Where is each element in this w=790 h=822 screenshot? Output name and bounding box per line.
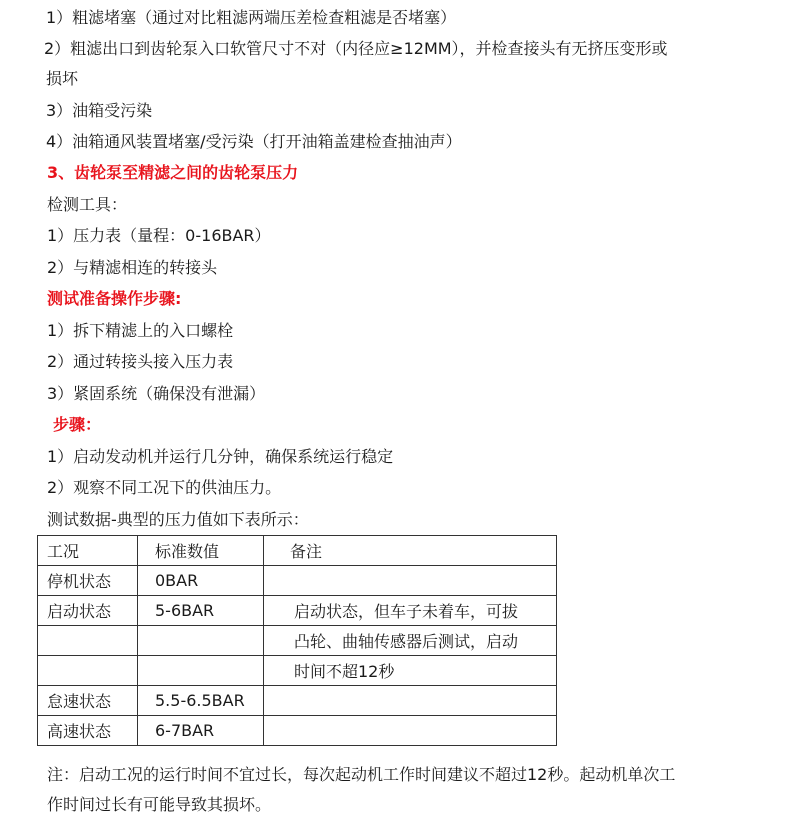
header-condition: 工况 xyxy=(38,536,138,566)
table-row xyxy=(38,656,557,686)
cause-item-2: 2）粗滤出口到齿轮泵入口软管尺寸不对（内径应≥12MM），并检查接头有无挤压变形或 xyxy=(44,39,668,58)
table-cell xyxy=(138,626,264,656)
table-row xyxy=(38,626,557,656)
table-cell: 时间不超12秒 xyxy=(264,656,557,686)
pressure-table xyxy=(37,535,557,746)
cause-item-4: 4）油箱通风装置堵塞/受污染（打开油箱盖建检查抽油声） xyxy=(46,132,462,151)
step-2: 2）观察不同工况下的供油压力。 xyxy=(47,478,282,497)
table-cell: 怠速状态 xyxy=(38,686,138,716)
table-row xyxy=(38,596,557,626)
table-cell: 高速状态 xyxy=(38,716,138,746)
table-row xyxy=(38,686,557,716)
table-cell: 6-7BAR xyxy=(138,716,264,746)
table-cell: 凸轮、曲轴传感器后测试，启动 xyxy=(264,626,557,656)
header-standard-value: 标准数值 xyxy=(138,536,264,566)
step-1: 1）启动发动机并运行几分钟，确保系统运行稳定 xyxy=(47,447,394,466)
table-cell xyxy=(138,656,264,686)
prep-step-3: 3）紧固系统（确保没有泄漏） xyxy=(47,384,266,403)
table-intro: 测试数据-典型的压力值如下表所示： xyxy=(47,510,309,529)
table-cell: 启动状态，但车子未着车，可拔 xyxy=(264,596,557,626)
table-cell: 5-6BAR xyxy=(138,596,264,626)
note-line-2: 作时间过长有可能导致其损坏。 xyxy=(47,795,272,814)
prep-step-2: 2）通过转接头接入压力表 xyxy=(47,352,234,371)
cause-item-3: 3）油箱受污染 xyxy=(46,101,153,120)
prep-step-1: 1）拆下精滤上的入口螺栓 xyxy=(47,321,234,340)
tool-item-1: 1）压力表（量程：0-16BAR） xyxy=(47,226,271,245)
header-remark: 备注 xyxy=(264,536,557,566)
table-header-row xyxy=(38,536,557,566)
table-cell xyxy=(264,716,557,746)
steps-title: 步骤： xyxy=(53,415,102,434)
table-cell xyxy=(38,656,138,686)
table-cell: 启动状态 xyxy=(38,596,138,626)
tools-label: 检测工具： xyxy=(47,195,128,214)
section-heading: 3、齿轮泵至精滤之间的齿轮泵压力 xyxy=(47,163,299,182)
table-cell xyxy=(264,566,557,596)
cause-item-2-continued: 损坏 xyxy=(46,69,79,88)
table-cell xyxy=(38,626,138,656)
table-row xyxy=(38,716,557,746)
note-line-1: 注：启动工况的运行时间不宜过长，每次起动机工作时间建议不超过12秒。起动机单次工 xyxy=(47,765,676,784)
tool-item-2: 2）与精滤相连的转接头 xyxy=(47,258,218,277)
table-cell: 停机状态 xyxy=(38,566,138,596)
table-cell xyxy=(264,686,557,716)
table-cell: 5.5-6.5BAR xyxy=(138,686,264,716)
prep-steps-title: 测试准备操作步骤: xyxy=(47,289,182,308)
table-row xyxy=(38,566,557,596)
cause-item-1: 1）粗滤堵塞（通过对比粗滤两端压差检查粗滤是否堵塞） xyxy=(46,8,457,27)
table-cell: 0BAR xyxy=(138,566,264,596)
